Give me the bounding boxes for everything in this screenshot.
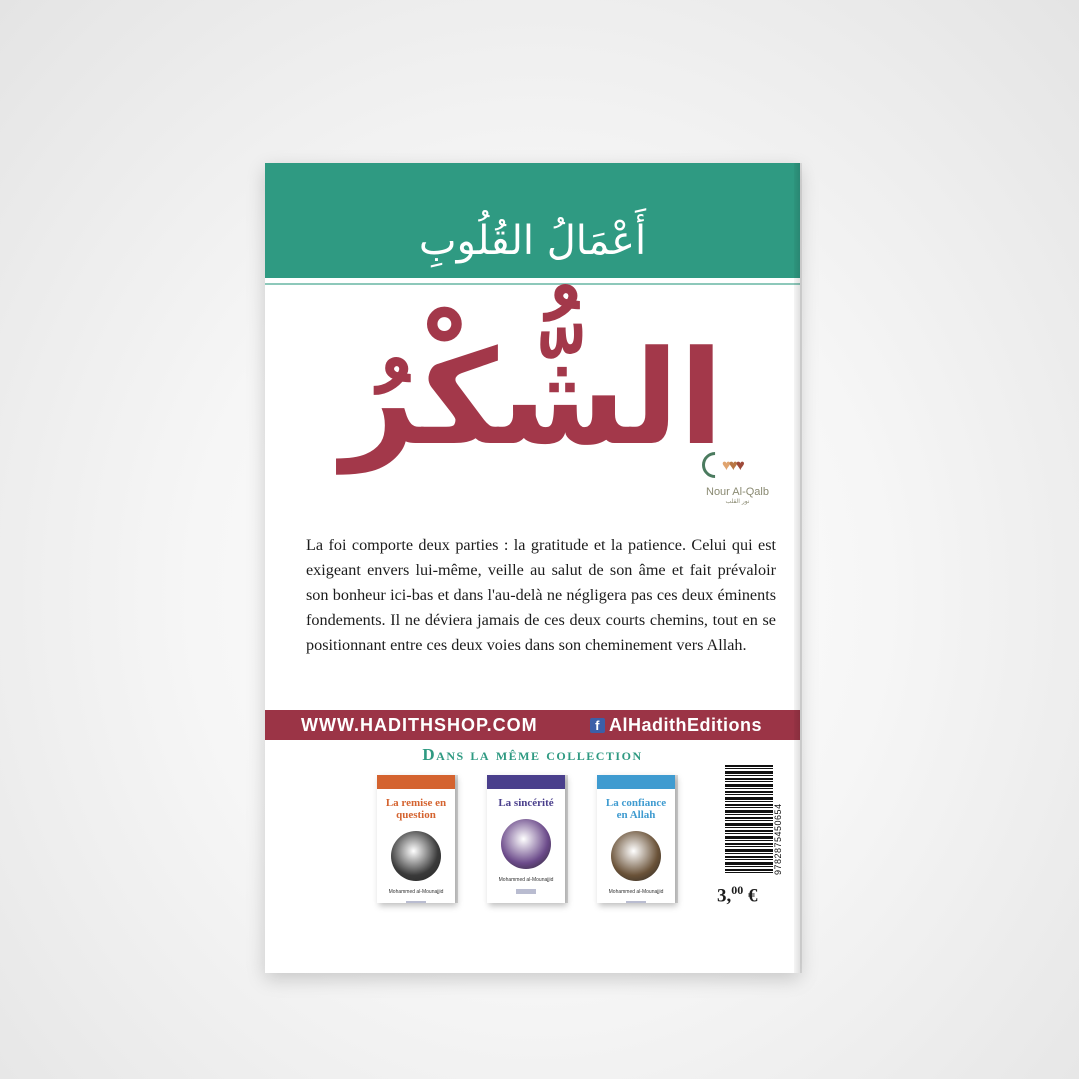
publisher-logo bbox=[516, 889, 536, 894]
facebook-handle: AlHadithEditions bbox=[609, 714, 762, 735]
website-url: WWW.HADITHSHOP.COM bbox=[301, 714, 538, 735]
facebook-icon: f bbox=[590, 718, 605, 733]
mini-title: La sincérité bbox=[498, 797, 554, 809]
mini-cover-art bbox=[501, 819, 551, 869]
mini-author: Mohammed al-Mounajjid bbox=[608, 889, 664, 895]
collection-book-1 bbox=[377, 775, 455, 903]
publisher-logo bbox=[626, 901, 646, 903]
collection-title: Dans la même collection bbox=[422, 745, 643, 764]
band-divider-thin bbox=[265, 283, 800, 285]
barcode bbox=[725, 765, 773, 875]
series-title: أَعْمَالُ القُلُوبِ bbox=[418, 218, 647, 264]
collection-book-2 bbox=[487, 775, 565, 903]
price bbox=[717, 883, 758, 907]
mini-title: La remise en question bbox=[385, 797, 447, 821]
blurb-text: La foi comporte deux parties : la gratitude et la patience. Celui qui est exigeant envers lui-même, veille au salut de son âme et fait prévaloir son bonheur ici-bas et dans l'au-delà ne négligera pas ces deux éminents fondements. Il ne déviera jamais de ces deux courts chemins, tout en se positionnant entre ces deux voies dans son cheminement vers Allah. bbox=[306, 536, 776, 654]
main-title: الشُّكْرُ bbox=[341, 322, 724, 474]
price-currency: € bbox=[748, 885, 758, 907]
price-cents: 00 bbox=[731, 883, 744, 897]
watermark-logo bbox=[700, 452, 775, 505]
mini-author: Mohammed al-Mounajjid bbox=[388, 889, 444, 895]
website-band bbox=[265, 710, 800, 740]
isbn-digits: 9782875450654 bbox=[773, 803, 783, 875]
mini-band bbox=[377, 775, 455, 789]
mini-title: La confiance en Allah bbox=[605, 797, 667, 821]
mini-cover-art bbox=[391, 831, 441, 881]
watermark-mark bbox=[700, 452, 775, 484]
price-main: 3, bbox=[717, 885, 732, 907]
hearts-icon: ♥♥♥ bbox=[722, 458, 743, 474]
mini-band bbox=[487, 775, 565, 789]
mini-author: Mohammed al-Mounajjid bbox=[498, 877, 554, 883]
collection-book-3 bbox=[597, 775, 675, 903]
mini-band bbox=[597, 775, 675, 789]
watermark-name: Nour Al-Qalb bbox=[706, 486, 769, 498]
publisher-logo bbox=[406, 901, 426, 903]
facebook-group bbox=[590, 715, 762, 736]
book-edge bbox=[794, 163, 800, 973]
mini-cover-art bbox=[611, 831, 661, 881]
top-band bbox=[265, 163, 800, 278]
watermark-arabic: نور القلب bbox=[725, 498, 750, 505]
book-back-cover bbox=[265, 163, 800, 973]
